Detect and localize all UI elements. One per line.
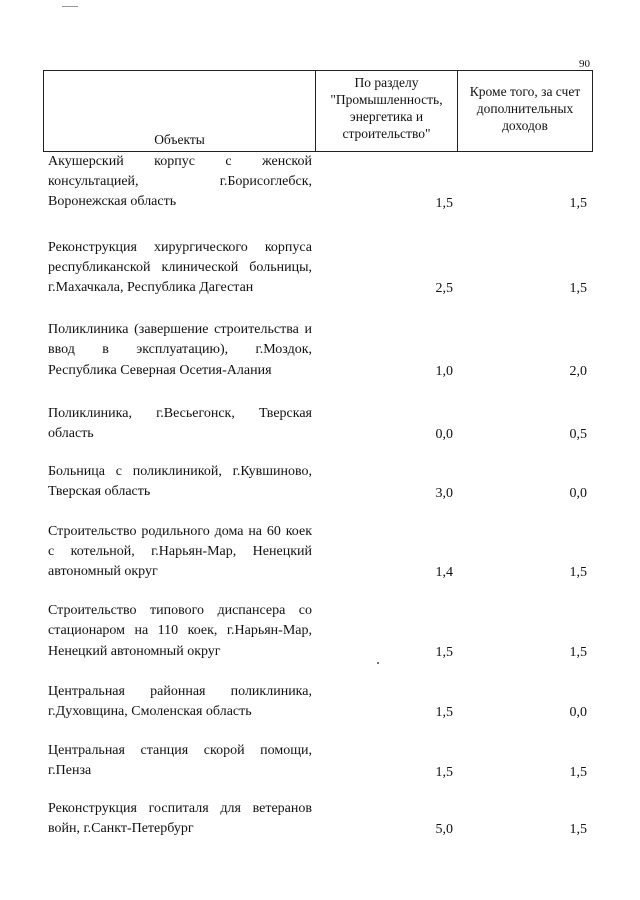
table-row — [48, 682, 593, 722]
table-row — [48, 152, 593, 213]
section-value: 3,0 — [435, 485, 453, 501]
object-name: Строительство типового диспансера со стационаром на 110 коек, г.Нарьян-Мар, Ненецкий автономный округ — [48, 603, 312, 659]
header-objects-label: Объекты — [154, 132, 205, 147]
additional-value: 0,0 — [569, 485, 587, 501]
section-value: 1,4 — [435, 565, 453, 581]
table-row — [48, 320, 593, 381]
section-value: 0,0 — [435, 427, 453, 443]
additional-value: 0,5 — [569, 427, 587, 443]
object-name: Реконструкция госпиталя для ветеранов войн, г.Санкт-Петербург — [48, 800, 312, 836]
table-row — [48, 462, 593, 502]
header-objects — [43, 71, 316, 151]
section-value: 5,0 — [435, 822, 453, 838]
section-value: 1,5 — [435, 705, 453, 721]
additional-value: 1,5 — [569, 281, 587, 297]
object-name: Больница с поликлиникой, г.Кувшиново, Тверская область — [48, 464, 312, 500]
table-row — [48, 741, 593, 781]
object-name: Центральная районная поликлиника, г.Духовщина, Смоленская область — [48, 683, 312, 720]
object-name: Реконструкция хирургического корпуса республиканской клинической больницы, г.Махачкала, Республика Дагестан — [48, 239, 312, 296]
scan-smudge — [62, 6, 78, 7]
additional-value: 1,5 — [569, 764, 587, 780]
header-section: По разделу "Промышленность, энергетика и строительство" — [316, 71, 458, 151]
table-row — [48, 522, 593, 583]
table-header — [43, 70, 593, 152]
section-value: 1,0 — [435, 363, 453, 379]
additional-value: 1,5 — [569, 195, 587, 211]
object-name: Строительство родильного дома на 60 коек с котельной, г.Нарьян-Мар, Ненецкий автономный округ — [48, 523, 312, 580]
table-row — [48, 799, 593, 839]
object-name: Центральная станция скорой помощи, г.Пенза — [48, 743, 312, 779]
section-value: 1,5 — [435, 195, 453, 211]
object-name: Акушерский корпус с женской консультацией, г.Борисоглебск, Воронежская область — [48, 154, 312, 210]
header-additional: Кроме того, за счет дополнительных доходов — [458, 71, 593, 151]
table-row — [48, 404, 593, 444]
section-value: 2,5 — [435, 281, 453, 297]
object-name: Поликлиника (завершение строительства и ввод в эксплуатацию), г.Моздок, Республика Северная Осетия-Алания — [48, 322, 312, 378]
page-number: 90 — [579, 58, 590, 70]
table-row — [48, 238, 593, 299]
additional-value: 1,5 — [569, 822, 587, 838]
additional-value: 1,5 — [569, 565, 587, 581]
object-name: Поликлиника, г.Весьегонск, Тверская область — [48, 405, 312, 442]
additional-value: 0,0 — [569, 705, 587, 721]
table-body — [48, 152, 593, 839]
additional-value: 1,5 — [569, 644, 587, 660]
additional-value: 2,0 — [569, 363, 587, 379]
section-value: 1,5 — [435, 644, 453, 660]
section-value: 1,5 — [435, 764, 453, 780]
table-row — [48, 601, 593, 662]
